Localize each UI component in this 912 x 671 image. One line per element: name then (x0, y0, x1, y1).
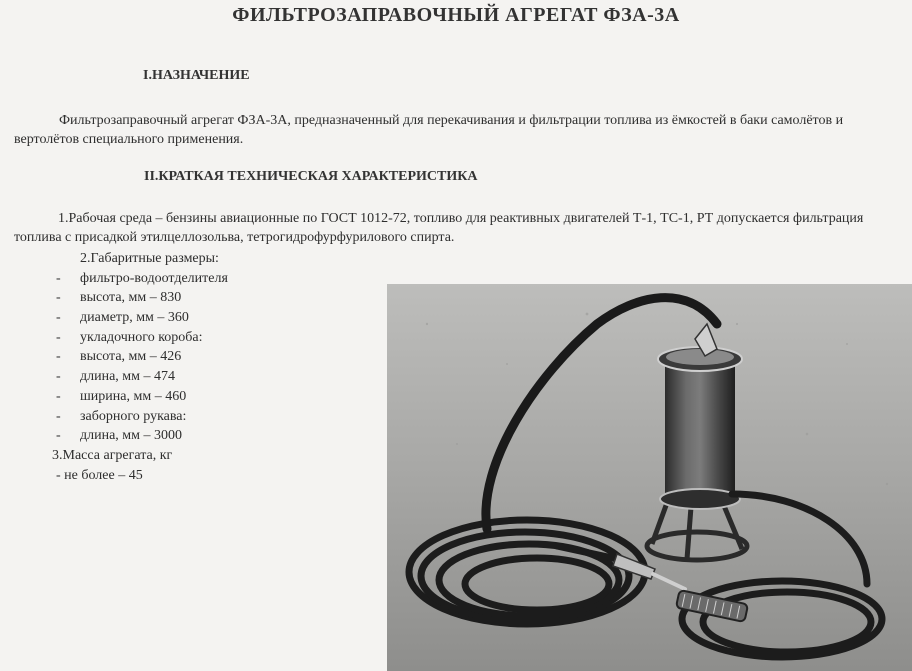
spec-list-item: - длина, мм – 474 (56, 369, 176, 385)
spec-list-item: - заборного рукава: (56, 408, 187, 424)
spec-list-item: - укладочного короба: (56, 329, 203, 345)
spec-list-item: - высота, мм – 830 (56, 290, 182, 306)
spec-list-item: - длина, мм – 3000 (56, 428, 183, 444)
spec-list-item: - фильтро-водоотделителя (56, 270, 228, 286)
spec-list-item: - диаметр, мм – 360 (56, 310, 189, 326)
document-title: ФИЛЬТРОЗАПРАВОЧНЫЙ АГРЕГАТ ФЗА-3А (232, 4, 680, 26)
spec-list-item: - высота, мм – 426 (56, 349, 182, 365)
spec-list-item: - ширина, мм – 460 (56, 388, 187, 404)
spec-item-1-paragraph: 1.Рабочая среда – бензины авиационные по ГОСТ 1012-72, топливо для реактивных двигателей Т-1, ТС-1, РТ допускается фильтрация топлива с присадкой этилцеллозольва, тетрогидрофурфурилового спирта. (14, 211, 864, 245)
spec-list-item: 3.Масса агрегата, кг (52, 447, 173, 463)
spec-list-item: 2.Габаритные размеры: (80, 251, 219, 266)
section-1-paragraph: Фильтрозаправочный агрегат ФЗА-3А, предназначенный для перекачивания и фильтрации топлива из ёмкостей в баки самолётов и вертолётов специального применения. (14, 113, 844, 147)
section-2-heading: II.КРАТКАЯ ТЕХНИЧЕСКАЯ ХАРАКТЕРИСТИКА (144, 169, 478, 184)
section-1-heading: I.НАЗНАЧЕНИЕ (143, 68, 250, 83)
equipment-photo (387, 284, 912, 671)
spec-list-item: - не более – 45 (56, 467, 143, 483)
spec-list (52, 249, 228, 485)
